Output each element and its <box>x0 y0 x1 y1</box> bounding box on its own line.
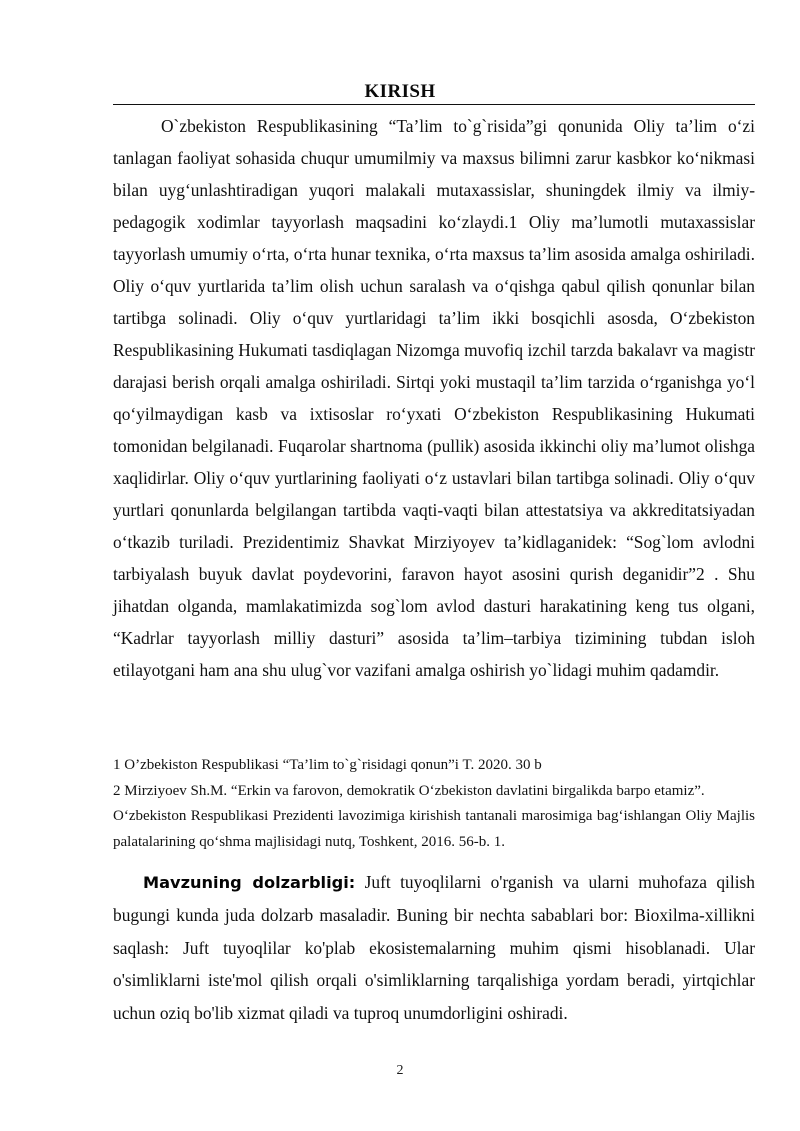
relevance-label: Mavzuning dolzarbligi: <box>143 873 356 892</box>
closing-paragraph-text: Juft tuyoqlilarni o'rganish va ularni muhofaza qilish bugungi kunda juda dolzarb masaladir. Buning bir nechta sabablari bor: Bioxilma-xillikni saqlash: Juft tuyoqlilar ko'plab ekosistemalarning muhim qismi hisoblanadi. Ular o'simliklarni iste'mol qilish orqali o'simliklarning tarqalishiga yordam beradi, yirtqichlar uchun oziq bo'lib xizmat qiladi va tuproq unumdorligini oshiradi. <box>113 872 755 1023</box>
closing-section <box>113 866 755 1029</box>
header-divider <box>113 104 755 105</box>
footnote-block <box>113 753 755 855</box>
footnote-2-line-2: O‘zbekiston Respublikasi Prezidenti lavozimiga kirishish tantanali marosimiga bag‘ishlangan Oliy Majlis palatalarining qo‘shma majlisidagi nutq, Toshkent, 2016. 56-b. 1. <box>113 808 755 850</box>
page-number: 2 <box>396 1063 404 1078</box>
main-text-column <box>113 110 755 686</box>
body-paragraph: O`zbekiston Respublikasining “Ta’lim to`g`risida”gi qonunida Oliy ta’lim o‘zi tanlagan faoliyat sohasida chuqur umumilmiy va maxsus bilimni zarur kasbkor ko‘nikmasi bilan uyg‘unlashtiradigan yuqori malakali mutaxassislar, shuningdek ilmiy va ilmiy-pedagogik xodimlar tayyorlash maqsadini ko‘zlaydi.1 Oliy ma’lumotli mutaxassislar tayyorlash umumiy o‘rta, o‘rta hunar texnika, o‘rta maxsus ta’lim asosida amalga oshiriladi. Oliy o‘quv yurtlarida ta’lim olish uchun saralash va o‘qishga qabul qilish qonunlar bilan tartibga solinadi. Oliy o‘quv yurtlaridagi ta’lim ikki bosqichli asosda, O‘zbekiston Respublikasining Hukumati tasdiqlagan Nizomga muvofiq izchil tarzda bakalavr va magistr darajasi berish orqali amalga oshiriladi. Sirtqi yoki mustaqil ta’lim tarzida o‘rganishga yo‘l qo‘yilmaydigan kasb va ixtisoslar ro‘yxati O‘zbekiston Respublikasining Hukumati tomonidan belgilanadi. Fuqarolar shartnoma (pullik) asosida ikkinchi oliy ma’lumot olishga xaqlidirlar. Oliy o‘quv yurtlarining faoliyati o‘z ustavlari bilan tartibga solinadi. Oliy o‘quv yurtlari qonunlarda belgilangan tartibda vaqti-vaqti bilan attestatsiya va akkreditatsiyadan o‘tkazib turiladi. Prezidentimiz Shavkat Mirziyoyev ta’kidlaganidek: “Sog`lom avlodni tarbiyalash buyuk davlat poydevorini, faravon hayot asosini qurish deganidir”2 . Shu jihatdan olganda, mamlakatimizda sog`lom avlod dasturi harakatining keng tus olgani, “Kadrlar tayyorlash milliy dasturi” asosida ta’lim–tarbiya tizimining tubdan isloh etilayotgani ham ana shu ulug`vor vazifani amalga oshirish yo`lidagi muhim qadamdir. <box>113 116 755 680</box>
closing-paragraph <box>113 866 755 1029</box>
footnote-1: 1 O’zbekiston Respublikasi “Ta’lim to`g`risidagi qonun”i T. 2020. 30 b <box>113 757 542 773</box>
footnote-2-line-1: 2 Mirziyoev Sh.M. “Erkin va farovon, demokratik O‘zbekiston davlatini birgalikda barpo etamiz”. <box>113 782 705 799</box>
page-title: KIRISH <box>364 80 436 102</box>
